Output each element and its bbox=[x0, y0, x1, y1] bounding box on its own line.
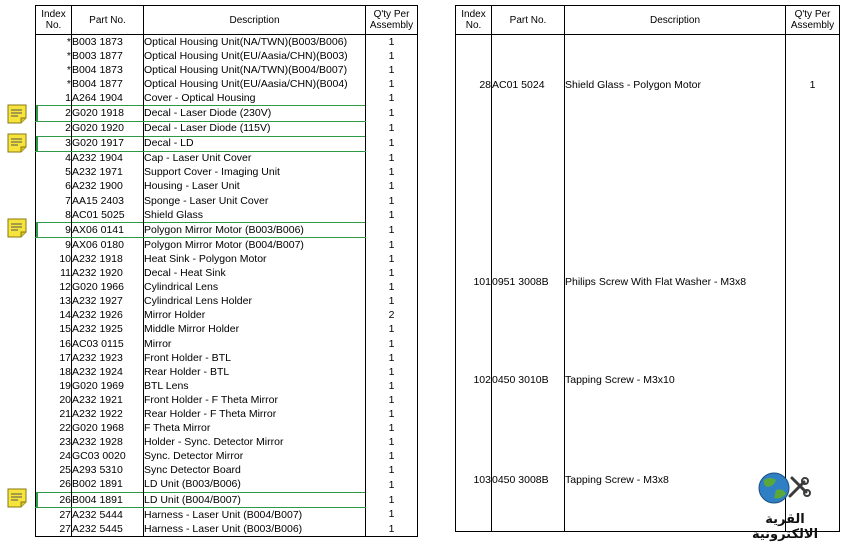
header-part-no: Part No. bbox=[492, 6, 565, 35]
index-cell: 10 bbox=[36, 252, 72, 266]
table-row bbox=[36, 49, 418, 63]
index-cell: 19 bbox=[36, 379, 72, 393]
empty-cell bbox=[492, 136, 565, 234]
table-row bbox=[36, 35, 418, 50]
table-row bbox=[36, 407, 418, 421]
header-description: Description bbox=[144, 6, 366, 35]
part-no-cell: G020 1917 bbox=[72, 136, 144, 151]
qty-cell: 1 bbox=[366, 49, 418, 63]
description-cell: LD Unit (B003/B006) bbox=[144, 478, 366, 493]
table-row bbox=[36, 508, 418, 523]
qty-cell: 1 bbox=[366, 464, 418, 478]
qty-cell: 2 bbox=[366, 309, 418, 323]
qty-cell: 1 bbox=[366, 223, 418, 238]
qty-cell: 1 bbox=[366, 194, 418, 208]
index-cell: 27 bbox=[36, 508, 72, 523]
table-row bbox=[36, 323, 418, 337]
part-no-cell: AC01 5024 bbox=[492, 35, 565, 136]
description-cell: Optical Housing Unit(NA/TWN)(B004/B007) bbox=[144, 63, 366, 77]
part-no-cell: G020 1918 bbox=[72, 106, 144, 121]
description-cell: Mirror bbox=[144, 337, 366, 351]
description-cell: Shield Glass - Polygon Motor bbox=[565, 35, 786, 136]
qty-cell: 1 bbox=[366, 77, 418, 91]
qty-cell: 1 bbox=[366, 281, 418, 295]
table-row bbox=[36, 63, 418, 77]
table-row bbox=[456, 35, 840, 136]
part-no-cell: 0951 3008B bbox=[492, 234, 565, 332]
description-cell: BTL Lens bbox=[144, 379, 366, 393]
part-no-cell: AX06 0141 bbox=[72, 223, 144, 238]
description-cell: Optical Housing Unit(EU/Aasia/CHN)(B004) bbox=[144, 77, 366, 91]
qty-cell: 1 bbox=[366, 106, 418, 121]
description-cell: Cap - Laser Unit Cover bbox=[144, 151, 366, 166]
table-row bbox=[456, 234, 840, 332]
description-cell: Polygon Mirror Motor (B004/B007) bbox=[144, 238, 366, 253]
part-no-cell: AC03 0115 bbox=[72, 337, 144, 351]
description-cell: Decal - Laser Diode (230V) bbox=[144, 106, 366, 121]
part-no-cell: A232 1925 bbox=[72, 323, 144, 337]
qty-cell: 1 bbox=[366, 121, 418, 136]
description-cell: Support Cover - Imaging Unit bbox=[144, 166, 366, 180]
table-row bbox=[36, 393, 418, 407]
qty-cell: 1 bbox=[366, 522, 418, 537]
index-cell: 3 bbox=[36, 136, 72, 151]
index-cell: 103 bbox=[456, 430, 492, 532]
table-row bbox=[456, 332, 840, 430]
index-cell: 26 bbox=[36, 478, 72, 493]
index-cell: 28 bbox=[456, 35, 492, 136]
index-cell: 1 bbox=[36, 91, 72, 106]
part-no-cell: AX06 0180 bbox=[72, 238, 144, 253]
index-cell: 15 bbox=[36, 323, 72, 337]
part-no-cell: 0450 3010B bbox=[492, 332, 565, 430]
index-cell: 2 bbox=[36, 121, 72, 136]
part-no-cell: B004 1873 bbox=[72, 63, 144, 77]
description-cell: Cylindrical Lens Holder bbox=[144, 295, 366, 309]
description-cell: Polygon Mirror Motor (B003/B006) bbox=[144, 223, 366, 238]
part-no-cell: G020 1920 bbox=[72, 121, 144, 136]
qty-cell: 1 bbox=[366, 450, 418, 464]
part-no-cell: A232 1927 bbox=[72, 295, 144, 309]
qty-cell: 1 bbox=[366, 337, 418, 351]
sticky-note-icon[interactable] bbox=[6, 218, 28, 238]
index-cell: 22 bbox=[36, 422, 72, 436]
index-cell: 11 bbox=[36, 267, 72, 281]
qty-cell: 1 bbox=[366, 136, 418, 151]
table-row bbox=[36, 194, 418, 208]
header-description: Description bbox=[565, 6, 786, 35]
empty-cell bbox=[456, 136, 492, 234]
qty-cell: 1 bbox=[366, 478, 418, 493]
globe-wrench-logo-icon bbox=[730, 468, 840, 514]
qty-cell: 1 bbox=[366, 493, 418, 508]
blank-row bbox=[456, 136, 840, 234]
header-qty: Q'ty Per Assembly bbox=[786, 6, 840, 35]
table-row bbox=[36, 151, 418, 166]
description-cell: Front Holder - F Theta Mirror bbox=[144, 393, 366, 407]
table-row bbox=[36, 252, 418, 266]
table-row bbox=[36, 351, 418, 365]
table-row bbox=[36, 295, 418, 309]
part-no-cell: B003 1873 bbox=[72, 35, 144, 50]
part-no-cell: A232 1904 bbox=[72, 151, 144, 166]
table-row bbox=[36, 493, 418, 508]
index-cell: 24 bbox=[36, 450, 72, 464]
qty-cell: 1 bbox=[366, 365, 418, 379]
table-row bbox=[36, 478, 418, 493]
table-row bbox=[36, 238, 418, 253]
part-no-cell: G020 1966 bbox=[72, 281, 144, 295]
part-no-cell: A232 1900 bbox=[72, 180, 144, 194]
empty-cell bbox=[565, 136, 786, 234]
index-cell: 13 bbox=[36, 295, 72, 309]
header-qty: Q'ty Per Assembly bbox=[366, 6, 418, 35]
part-no-cell: B004 1877 bbox=[72, 77, 144, 91]
description-cell: Optical Housing Unit(NA/TWN)(B003/B006) bbox=[144, 35, 366, 50]
part-no-cell: A232 5445 bbox=[72, 522, 144, 537]
index-cell: 5 bbox=[36, 166, 72, 180]
qty-cell: 1 bbox=[366, 166, 418, 180]
table-row bbox=[36, 450, 418, 464]
description-cell: Optical Housing Unit(EU/Aasia/CHN)(B003) bbox=[144, 49, 366, 63]
description-cell: Shield Glass bbox=[144, 208, 366, 223]
part-no-cell: A293 5310 bbox=[72, 464, 144, 478]
qty-cell bbox=[786, 234, 840, 332]
part-no-cell: G020 1968 bbox=[72, 422, 144, 436]
logo-text: القرية الالكترونية bbox=[751, 512, 819, 542]
part-no-cell: A232 1918 bbox=[72, 252, 144, 266]
table-row bbox=[36, 223, 418, 238]
description-cell: Middle Mirror Holder bbox=[144, 323, 366, 337]
part-no-cell: A232 1920 bbox=[72, 267, 144, 281]
table-row bbox=[36, 436, 418, 450]
qty-cell: 1 bbox=[786, 35, 840, 136]
index-cell: 12 bbox=[36, 281, 72, 295]
description-cell: Rear Holder - BTL bbox=[144, 365, 366, 379]
part-no-cell: 0450 3008B bbox=[492, 430, 565, 532]
index-cell: * bbox=[36, 49, 72, 63]
part-no-cell: A232 1923 bbox=[72, 351, 144, 365]
index-cell: 102 bbox=[456, 332, 492, 430]
table-row bbox=[36, 422, 418, 436]
qty-cell: 1 bbox=[366, 295, 418, 309]
index-cell: 27 bbox=[36, 522, 72, 537]
part-no-cell: A264 1904 bbox=[72, 91, 144, 106]
index-cell: 23 bbox=[36, 436, 72, 450]
description-cell: Harness - Laser Unit (B004/B007) bbox=[144, 508, 366, 523]
description-cell: Philips Screw With Flat Washer - M3x8 bbox=[565, 234, 786, 332]
qty-cell: 1 bbox=[366, 151, 418, 166]
description-cell: Tapping Screw - M3x8 bbox=[565, 430, 786, 532]
description-cell: Decal - LD bbox=[144, 136, 366, 151]
index-cell: 14 bbox=[36, 309, 72, 323]
index-cell: 16 bbox=[36, 337, 72, 351]
qty-cell: 1 bbox=[366, 238, 418, 253]
header-index: Index No. bbox=[36, 6, 72, 35]
part-no-cell: AA15 2403 bbox=[72, 194, 144, 208]
qty-cell: 1 bbox=[366, 180, 418, 194]
description-cell: Housing - Laser Unit bbox=[144, 180, 366, 194]
index-cell: 2 bbox=[36, 106, 72, 121]
qty-cell: 1 bbox=[366, 267, 418, 281]
index-cell: 101 bbox=[456, 234, 492, 332]
qty-cell: 1 bbox=[366, 422, 418, 436]
index-cell: 25 bbox=[36, 464, 72, 478]
part-no-cell: A232 1926 bbox=[72, 309, 144, 323]
table-row bbox=[36, 267, 418, 281]
qty-cell: 1 bbox=[366, 252, 418, 266]
table-row bbox=[36, 106, 418, 121]
description-cell: F Theta Mirror bbox=[144, 422, 366, 436]
qty-cell: 1 bbox=[366, 323, 418, 337]
index-cell: 9 bbox=[36, 223, 72, 238]
table-row bbox=[36, 337, 418, 351]
part-no-cell: B004 1891 bbox=[72, 493, 144, 508]
parts-table-left bbox=[35, 5, 418, 537]
description-cell: Sync. Detector Mirror bbox=[144, 450, 366, 464]
table-row bbox=[36, 121, 418, 136]
description-cell: Harness - Laser Unit (B003/B006) bbox=[144, 522, 366, 537]
qty-cell: 1 bbox=[366, 91, 418, 106]
part-no-cell: GC03 0020 bbox=[72, 450, 144, 464]
part-no-cell: A232 1924 bbox=[72, 365, 144, 379]
description-cell: Heat Sink - Polygon Motor bbox=[144, 252, 366, 266]
sticky-note-icon[interactable] bbox=[6, 133, 28, 153]
part-no-cell: B003 1877 bbox=[72, 49, 144, 63]
qty-cell: 1 bbox=[366, 35, 418, 50]
index-cell: 21 bbox=[36, 407, 72, 421]
description-cell: Decal - Heat Sink bbox=[144, 267, 366, 281]
table-row bbox=[36, 281, 418, 295]
qty-cell: 1 bbox=[366, 208, 418, 223]
table-row bbox=[36, 309, 418, 323]
description-cell: Rear Holder - F Theta Mirror bbox=[144, 407, 366, 421]
qty-cell: 1 bbox=[366, 508, 418, 523]
sticky-note-icon[interactable] bbox=[6, 104, 28, 124]
index-cell: 26 bbox=[36, 493, 72, 508]
index-cell: 20 bbox=[36, 393, 72, 407]
qty-cell: 1 bbox=[366, 393, 418, 407]
qty-cell bbox=[786, 332, 840, 430]
table-row bbox=[36, 166, 418, 180]
table-row bbox=[36, 464, 418, 478]
description-cell: Mirror Holder bbox=[144, 309, 366, 323]
qty-cell: 1 bbox=[366, 379, 418, 393]
description-cell: Sponge - Laser Unit Cover bbox=[144, 194, 366, 208]
parts-table-right bbox=[455, 5, 840, 532]
table-header bbox=[456, 6, 840, 35]
part-no-cell: A232 1921 bbox=[72, 393, 144, 407]
table-row bbox=[36, 522, 418, 537]
part-no-cell: AC01 5025 bbox=[72, 208, 144, 223]
table-row bbox=[36, 208, 418, 223]
index-cell: * bbox=[36, 63, 72, 77]
part-no-cell: A232 1928 bbox=[72, 436, 144, 450]
part-no-cell: B002 1891 bbox=[72, 478, 144, 493]
index-cell: 8 bbox=[36, 208, 72, 223]
table-row bbox=[36, 136, 418, 151]
description-cell: LD Unit (B004/B007) bbox=[144, 493, 366, 508]
index-cell: 18 bbox=[36, 365, 72, 379]
table-row bbox=[36, 91, 418, 106]
qty-cell: 1 bbox=[366, 63, 418, 77]
index-cell: 7 bbox=[36, 194, 72, 208]
part-no-cell: A232 1922 bbox=[72, 407, 144, 421]
watermark-logo bbox=[730, 468, 840, 542]
table-header bbox=[36, 6, 418, 35]
index-cell: * bbox=[36, 35, 72, 50]
header-index: Index No. bbox=[456, 6, 492, 35]
description-cell: Holder - Sync. Detector Mirror bbox=[144, 436, 366, 450]
index-cell: 9 bbox=[36, 238, 72, 253]
description-cell: Tapping Screw - M3x10 bbox=[565, 332, 786, 430]
header-part-no: Part No. bbox=[72, 6, 144, 35]
qty-cell: 1 bbox=[366, 351, 418, 365]
qty-cell: 1 bbox=[366, 407, 418, 421]
part-no-cell: A232 5444 bbox=[72, 508, 144, 523]
qty-cell: 1 bbox=[366, 436, 418, 450]
description-cell: Decal - Laser Diode (115V) bbox=[144, 121, 366, 136]
description-cell: Sync Detector Board bbox=[144, 464, 366, 478]
part-no-cell: A232 1971 bbox=[72, 166, 144, 180]
description-cell: Front Holder - BTL bbox=[144, 351, 366, 365]
index-cell: 4 bbox=[36, 151, 72, 166]
sticky-note-icon[interactable] bbox=[6, 488, 28, 508]
index-cell: 6 bbox=[36, 180, 72, 194]
table-row bbox=[36, 365, 418, 379]
description-cell: Cylindrical Lens bbox=[144, 281, 366, 295]
index-cell: 17 bbox=[36, 351, 72, 365]
table-row bbox=[36, 180, 418, 194]
table-row bbox=[36, 379, 418, 393]
table-row bbox=[36, 77, 418, 91]
index-cell: * bbox=[36, 77, 72, 91]
description-cell: Cover - Optical Housing bbox=[144, 91, 366, 106]
empty-cell bbox=[786, 136, 840, 234]
part-no-cell: G020 1969 bbox=[72, 379, 144, 393]
